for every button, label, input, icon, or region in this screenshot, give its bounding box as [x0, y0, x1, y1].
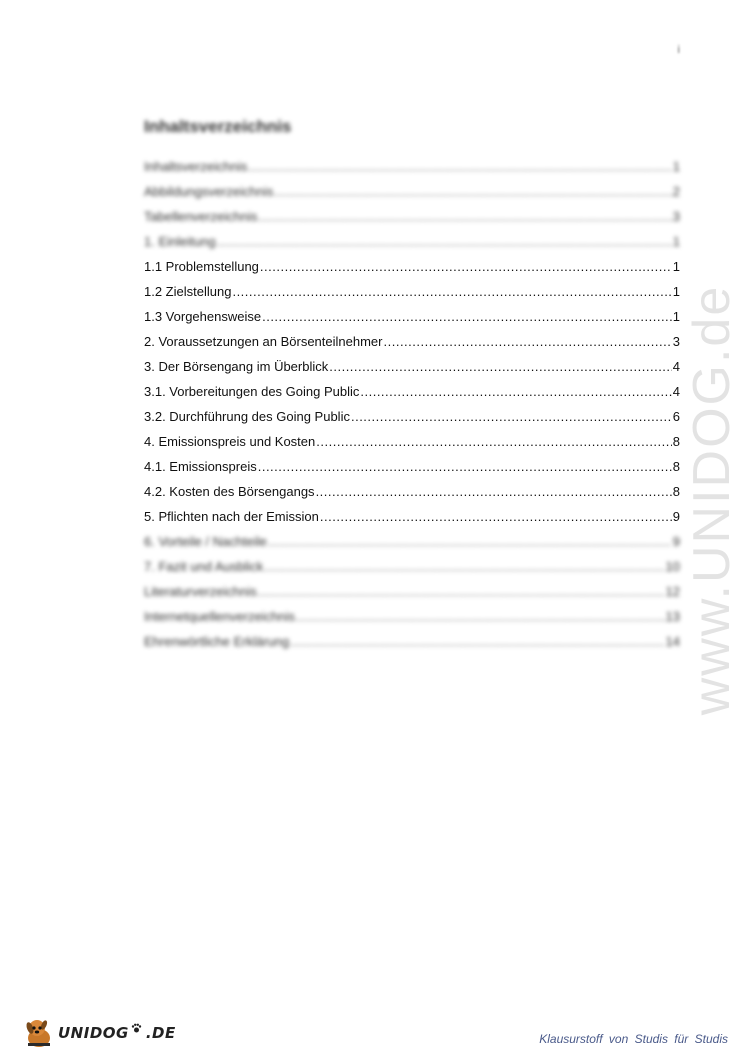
toc-title: Inhaltsverzeichnis — [144, 117, 292, 136]
toc-entry-label: 3.1. Vorbereitungen des Going Public — [144, 384, 360, 399]
toc-leader-dots — [384, 329, 672, 354]
toc-entry-page: 14 — [665, 634, 680, 649]
toc-entry-label: Ehrenwörtliche Erklärung — [144, 634, 290, 649]
toc-entry — [144, 304, 680, 329]
toc-entry-label: 3.2. Durchführung des Going Public — [144, 409, 350, 424]
toc-entry-page: 2 — [672, 184, 680, 199]
toc-leader-dots — [296, 604, 664, 629]
toc-entry-page: 3 — [672, 334, 680, 349]
toc-entry-label: 4.2. Kosten des Börsengangs — [144, 484, 315, 499]
toc-entry-page: 9 — [672, 509, 680, 524]
toc-entry — [144, 204, 680, 229]
toc-entry-label: 3. Der Börsengang im Überblick — [144, 359, 329, 374]
toc-leader-dots — [264, 554, 664, 579]
toc-leader-dots — [316, 479, 672, 504]
toc-entry-page: 3 — [672, 209, 680, 224]
watermark: www.UNIDOG.de — [683, 284, 741, 716]
toc-entry-page: 1 — [672, 234, 680, 249]
toc-leader-dots — [320, 504, 672, 529]
toc-entry-page: 1 — [672, 259, 680, 274]
toc-leader-dots — [290, 629, 664, 654]
toc-entry — [144, 404, 680, 429]
toc-entry-page: 8 — [672, 484, 680, 499]
toc-entry — [144, 329, 680, 354]
toc-entry — [144, 429, 680, 454]
toc-entry-label: 2. Voraussetzungen an Börsenteilnehmer — [144, 334, 383, 349]
toc-leader-dots — [258, 454, 672, 479]
toc-entry-page: 1 — [672, 309, 680, 324]
footer-logo — [22, 1016, 176, 1050]
toc-entry-label: 5. Pflichten nach der Emission — [144, 509, 319, 524]
toc-entry — [144, 354, 680, 379]
toc-entry-page: 1 — [672, 159, 680, 174]
toc-entry — [144, 504, 680, 529]
dog-mascot-icon — [22, 1016, 56, 1050]
toc-entry — [144, 254, 680, 279]
toc-entry-page: 4 — [672, 359, 680, 374]
toc-leader-dots — [232, 279, 671, 304]
toc-entry — [144, 179, 680, 204]
table-of-contents — [144, 116, 680, 654]
toc-entry-label: 1.1 Problemstellung — [144, 259, 259, 274]
toc-leader-dots — [268, 529, 672, 554]
toc-list — [144, 154, 680, 654]
toc-entry-page: 10 — [665, 559, 680, 574]
toc-entry — [144, 379, 680, 404]
toc-entry-page: 13 — [665, 609, 680, 624]
toc-entry-page: 6 — [672, 409, 680, 424]
toc-leader-dots — [217, 229, 672, 254]
page-number: i — [677, 44, 680, 56]
toc-entry-page: 8 — [672, 434, 680, 449]
toc-leader-dots — [258, 204, 671, 229]
toc-entry-label: 1.2 Zielstellung — [144, 284, 232, 299]
toc-entry — [144, 479, 680, 504]
toc-entry-label: Literaturverzeichnis — [144, 584, 257, 599]
toc-entry — [144, 629, 680, 654]
toc-entry-label: Tabellenverzeichnis — [144, 209, 258, 224]
toc-entry-label: 6. Vorteile / Nachteile — [144, 534, 267, 549]
toc-entry-page: 12 — [665, 584, 680, 599]
toc-entry-label: 4. Emissionspreis und Kosten — [144, 434, 316, 449]
toc-entry-page: 9 — [672, 534, 680, 549]
toc-leader-dots — [329, 354, 672, 379]
toc-entry — [144, 154, 680, 179]
toc-leader-dots — [248, 154, 671, 179]
logo-text: UNIDOG — [58, 1024, 129, 1042]
toc-entry-label: 1. Einleitung — [144, 234, 216, 249]
toc-entry — [144, 229, 680, 254]
toc-leader-dots — [258, 579, 665, 604]
toc-entry-label: Abbildungsverzeichnis — [144, 184, 274, 199]
toc-entry-label: 7. Fazit und Ausblick — [144, 559, 264, 574]
toc-entry-label: 4.1. Emissionspreis — [144, 459, 257, 474]
toc-entry-label: Inhaltsverzeichnis — [144, 159, 248, 174]
toc-entry — [144, 604, 680, 629]
toc-leader-dots — [316, 429, 672, 454]
paw-print-icon — [131, 1023, 142, 1034]
toc-leader-dots — [360, 379, 671, 404]
toc-leader-dots — [262, 304, 672, 329]
logo-domain: .DE — [145, 1024, 176, 1042]
toc-leader-dots — [274, 179, 671, 204]
toc-entry-label: Internetquellenverzeichnis — [144, 609, 296, 624]
footer-slogan: Klausurstoff von Studis für Studis — [539, 1032, 728, 1046]
toc-entry-page: 8 — [672, 459, 680, 474]
toc-entry — [144, 454, 680, 479]
toc-entry — [144, 579, 680, 604]
toc-entry — [144, 279, 680, 304]
toc-entry-label: 1.3 Vorgehensweise — [144, 309, 262, 324]
toc-entry-page: 4 — [672, 384, 680, 399]
toc-leader-dots — [351, 404, 672, 429]
toc-entry — [144, 529, 680, 554]
toc-leader-dots — [260, 254, 672, 279]
toc-entry — [144, 554, 680, 579]
toc-entry-page: 1 — [672, 284, 680, 299]
